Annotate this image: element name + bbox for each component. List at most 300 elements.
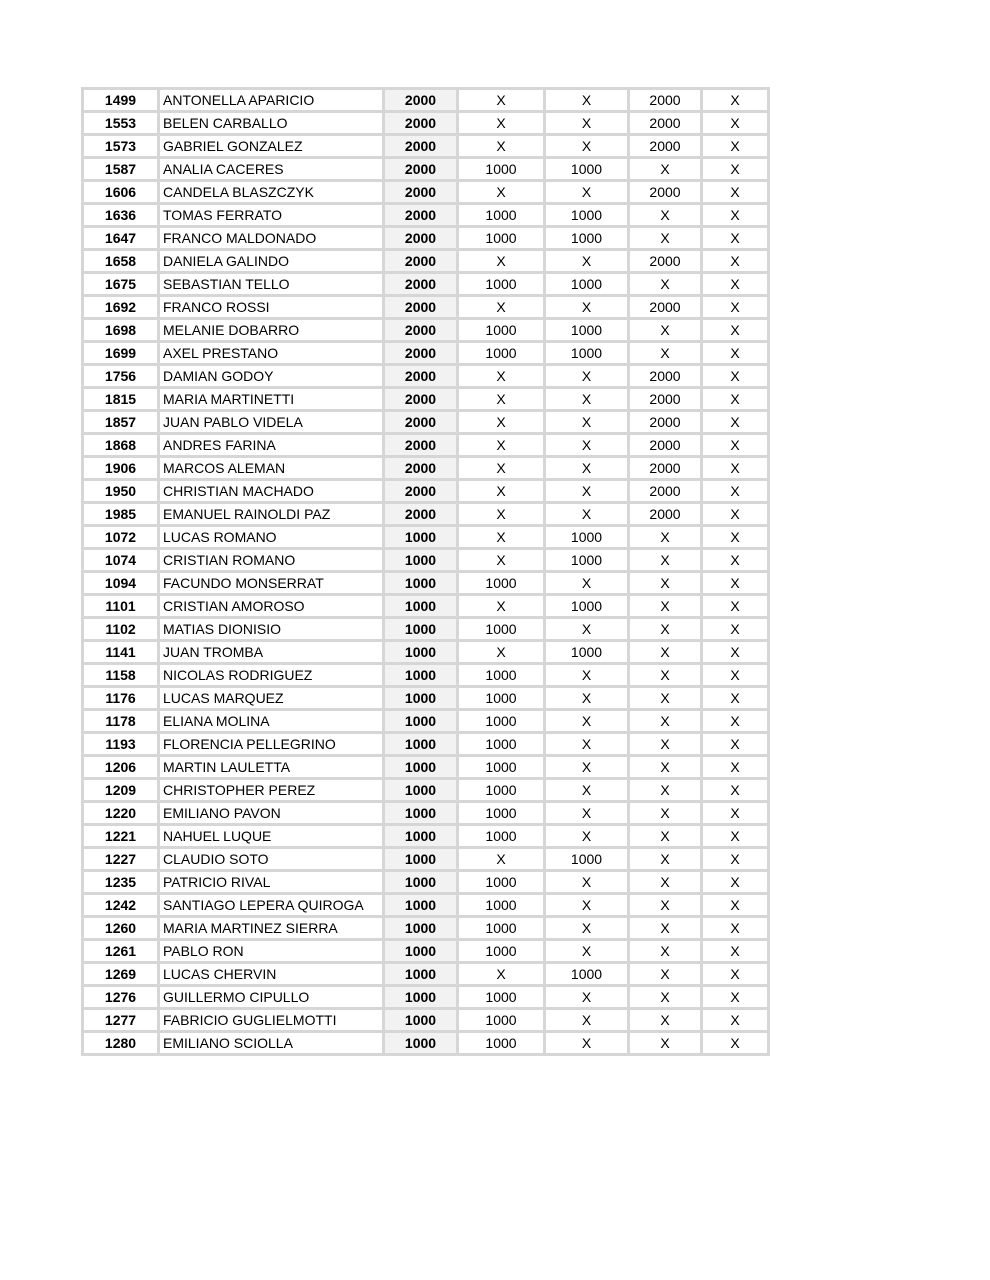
cell-id: 1269 [83, 963, 159, 986]
cell-id: 1815 [83, 388, 159, 411]
cell-total: 1000 [384, 940, 458, 963]
cell-id: 1074 [83, 549, 159, 572]
cell-total: 1000 [384, 526, 458, 549]
table-row [83, 986, 769, 1009]
table-row [83, 204, 769, 227]
table-body [83, 89, 769, 1055]
cell-col-a: 1000 [458, 917, 545, 940]
cell-name: MARIA MARTINETTI [159, 388, 384, 411]
cell-col-a: 1000 [458, 273, 545, 296]
cell-name: AXEL PRESTANO [159, 342, 384, 365]
cell-col-d: X [702, 595, 769, 618]
cell-col-a: 1000 [458, 227, 545, 250]
table-row [83, 227, 769, 250]
cell-col-d: X [702, 710, 769, 733]
cell-col-b: X [545, 940, 629, 963]
table-row [83, 342, 769, 365]
cell-col-a: X [458, 549, 545, 572]
cell-name: JUAN TROMBA [159, 641, 384, 664]
cell-total: 2000 [384, 503, 458, 526]
table-row [83, 894, 769, 917]
cell-total: 1000 [384, 963, 458, 986]
table-row [83, 871, 769, 894]
cell-id: 1220 [83, 802, 159, 825]
cell-total: 1000 [384, 618, 458, 641]
cell-total: 1000 [384, 710, 458, 733]
cell-id: 1072 [83, 526, 159, 549]
cell-total: 1000 [384, 595, 458, 618]
cell-name: SEBASTIAN TELLO [159, 273, 384, 296]
cell-col-d: X [702, 181, 769, 204]
table-row [83, 641, 769, 664]
cell-total: 1000 [384, 572, 458, 595]
cell-col-c: 2000 [629, 503, 702, 526]
cell-col-a: X [458, 848, 545, 871]
cell-id: 1553 [83, 112, 159, 135]
cell-col-b: 1000 [545, 273, 629, 296]
table-row [83, 733, 769, 756]
cell-col-b: X [545, 135, 629, 158]
cell-name: CHRISTIAN MACHADO [159, 480, 384, 503]
cell-col-a: 1000 [458, 204, 545, 227]
cell-col-c: X [629, 710, 702, 733]
cell-name: NAHUEL LUQUE [159, 825, 384, 848]
cell-col-b: X [545, 411, 629, 434]
cell-col-b: 1000 [545, 342, 629, 365]
cell-col-a: X [458, 411, 545, 434]
cell-col-d: X [702, 365, 769, 388]
cell-col-b: X [545, 388, 629, 411]
cell-name: PABLO RON [159, 940, 384, 963]
cell-id: 1698 [83, 319, 159, 342]
cell-col-c: 2000 [629, 434, 702, 457]
cell-col-c: 2000 [629, 457, 702, 480]
cell-col-c: X [629, 227, 702, 250]
cell-col-c: X [629, 940, 702, 963]
cell-id: 1227 [83, 848, 159, 871]
cell-col-d: X [702, 319, 769, 342]
cell-col-d: X [702, 526, 769, 549]
cell-total: 2000 [384, 342, 458, 365]
cell-total: 1000 [384, 733, 458, 756]
cell-col-d: X [702, 940, 769, 963]
cell-name: EMILIANO SCIOLLA [159, 1032, 384, 1055]
cell-col-d: X [702, 549, 769, 572]
cell-total: 2000 [384, 457, 458, 480]
cell-col-a: 1000 [458, 940, 545, 963]
cell-col-a: X [458, 250, 545, 273]
cell-col-b: 1000 [545, 227, 629, 250]
cell-col-b: X [545, 664, 629, 687]
table-row [83, 940, 769, 963]
table-row [83, 319, 769, 342]
cell-col-d: X [702, 894, 769, 917]
cell-total: 2000 [384, 112, 458, 135]
cell-total: 2000 [384, 434, 458, 457]
cell-total: 1000 [384, 687, 458, 710]
cell-col-d: X [702, 825, 769, 848]
cell-col-b: 1000 [545, 319, 629, 342]
cell-col-d: X [702, 848, 769, 871]
cell-col-a: X [458, 135, 545, 158]
cell-col-d: X [702, 135, 769, 158]
cell-total: 1000 [384, 641, 458, 664]
cell-name: JUAN PABLO VIDELA [159, 411, 384, 434]
cell-name: LUCAS CHERVIN [159, 963, 384, 986]
cell-name: LUCAS MARQUEZ [159, 687, 384, 710]
cell-col-d: X [702, 227, 769, 250]
cell-name: ANALIA CACERES [159, 158, 384, 181]
cell-total: 2000 [384, 250, 458, 273]
cell-name: SANTIAGO LEPERA QUIROGA [159, 894, 384, 917]
cell-col-b: 1000 [545, 158, 629, 181]
cell-total: 2000 [384, 319, 458, 342]
cell-col-d: X [702, 273, 769, 296]
cell-name: ELIANA MOLINA [159, 710, 384, 733]
table-row [83, 250, 769, 273]
cell-id: 1261 [83, 940, 159, 963]
cell-col-b: X [545, 181, 629, 204]
cell-id: 1193 [83, 733, 159, 756]
cell-name: MELANIE DOBARRO [159, 319, 384, 342]
cell-id: 1692 [83, 296, 159, 319]
cell-col-b: X [545, 296, 629, 319]
cell-total: 2000 [384, 273, 458, 296]
table-row [83, 112, 769, 135]
cell-id: 1573 [83, 135, 159, 158]
cell-col-d: X [702, 1032, 769, 1055]
cell-id: 1587 [83, 158, 159, 181]
cell-name: EMILIANO PAVON [159, 802, 384, 825]
cell-total: 2000 [384, 89, 458, 112]
cell-col-b: 1000 [545, 641, 629, 664]
cell-total: 2000 [384, 181, 458, 204]
cell-id: 1094 [83, 572, 159, 595]
cell-total: 1000 [384, 917, 458, 940]
table-row [83, 825, 769, 848]
cell-col-b: X [545, 825, 629, 848]
cell-id: 1675 [83, 273, 159, 296]
cell-col-d: X [702, 112, 769, 135]
table-row [83, 848, 769, 871]
cell-col-a: 1000 [458, 986, 545, 1009]
cell-total: 2000 [384, 158, 458, 181]
cell-col-c: X [629, 871, 702, 894]
table-row [83, 89, 769, 112]
table-row [83, 618, 769, 641]
cell-id: 1499 [83, 89, 159, 112]
cell-col-d: X [702, 250, 769, 273]
table-row [83, 595, 769, 618]
cell-col-c: X [629, 204, 702, 227]
cell-name: TOMAS FERRATO [159, 204, 384, 227]
table-row [83, 411, 769, 434]
cell-col-a: 1000 [458, 733, 545, 756]
table-row [83, 503, 769, 526]
cell-col-a: 1000 [458, 756, 545, 779]
cell-col-c: X [629, 618, 702, 641]
cell-col-c: 2000 [629, 480, 702, 503]
table-row [83, 572, 769, 595]
cell-col-b: X [545, 871, 629, 894]
cell-name: FACUNDO MONSERRAT [159, 572, 384, 595]
cell-name: GABRIEL GONZALEZ [159, 135, 384, 158]
cell-total: 1000 [384, 1032, 458, 1055]
cell-id: 1235 [83, 871, 159, 894]
cell-id: 1277 [83, 1009, 159, 1032]
cell-col-a: X [458, 388, 545, 411]
cell-col-c: 2000 [629, 135, 702, 158]
cell-col-b: X [545, 733, 629, 756]
cell-col-a: 1000 [458, 1009, 545, 1032]
cell-col-c: X [629, 733, 702, 756]
cell-name: ANDRES FARINA [159, 434, 384, 457]
table-row [83, 158, 769, 181]
cell-total: 2000 [384, 135, 458, 158]
cell-col-d: X [702, 756, 769, 779]
cell-col-c: X [629, 917, 702, 940]
cell-col-c: X [629, 641, 702, 664]
table-row [83, 664, 769, 687]
cell-id: 1950 [83, 480, 159, 503]
cell-col-a: 1000 [458, 871, 545, 894]
cell-col-c: 2000 [629, 112, 702, 135]
table-row [83, 457, 769, 480]
cell-col-d: X [702, 802, 769, 825]
cell-col-d: X [702, 388, 769, 411]
cell-col-d: X [702, 480, 769, 503]
cell-col-a: 1000 [458, 342, 545, 365]
cell-col-a: X [458, 434, 545, 457]
cell-name: FRANCO ROSSI [159, 296, 384, 319]
cell-total: 2000 [384, 388, 458, 411]
cell-col-a: X [458, 963, 545, 986]
cell-col-b: 1000 [545, 549, 629, 572]
cell-col-b: X [545, 1009, 629, 1032]
table-row [83, 181, 769, 204]
cell-col-a: 1000 [458, 319, 545, 342]
cell-col-c: X [629, 963, 702, 986]
table-row [83, 135, 769, 158]
cell-name: CRISTIAN AMOROSO [159, 595, 384, 618]
cell-name: CRISTIAN ROMANO [159, 549, 384, 572]
cell-total: 1000 [384, 825, 458, 848]
cell-col-a: 1000 [458, 802, 545, 825]
cell-col-c: X [629, 986, 702, 1009]
cell-id: 1209 [83, 779, 159, 802]
cell-col-c: X [629, 802, 702, 825]
cell-name: LUCAS ROMANO [159, 526, 384, 549]
cell-total: 1000 [384, 871, 458, 894]
cell-col-a: 1000 [458, 572, 545, 595]
cell-id: 1985 [83, 503, 159, 526]
cell-col-a: 1000 [458, 1032, 545, 1055]
cell-id: 1756 [83, 365, 159, 388]
data-table [81, 87, 770, 1056]
table-row [83, 802, 769, 825]
cell-col-a: X [458, 503, 545, 526]
cell-total: 2000 [384, 227, 458, 250]
cell-col-a: X [458, 641, 545, 664]
cell-total: 1000 [384, 802, 458, 825]
cell-col-b: X [545, 480, 629, 503]
cell-id: 1158 [83, 664, 159, 687]
cell-col-a: X [458, 457, 545, 480]
cell-col-a: 1000 [458, 710, 545, 733]
cell-col-b: X [545, 687, 629, 710]
cell-col-b: 1000 [545, 848, 629, 871]
cell-col-b: X [545, 572, 629, 595]
cell-col-a: 1000 [458, 664, 545, 687]
table-row [83, 917, 769, 940]
cell-col-a: 1000 [458, 779, 545, 802]
cell-name: DAMIAN GODOY [159, 365, 384, 388]
cell-id: 1699 [83, 342, 159, 365]
cell-col-d: X [702, 917, 769, 940]
cell-col-c: X [629, 595, 702, 618]
cell-col-c: X [629, 1032, 702, 1055]
cell-col-b: 1000 [545, 204, 629, 227]
cell-col-b: X [545, 779, 629, 802]
cell-col-d: X [702, 503, 769, 526]
cell-col-b: X [545, 894, 629, 917]
table-row [83, 756, 769, 779]
cell-col-d: X [702, 342, 769, 365]
cell-col-b: X [545, 618, 629, 641]
cell-col-c: X [629, 894, 702, 917]
cell-col-d: X [702, 986, 769, 1009]
cell-col-b: 1000 [545, 963, 629, 986]
table-row [83, 296, 769, 319]
cell-id: 1280 [83, 1032, 159, 1055]
cell-col-d: X [702, 158, 769, 181]
cell-id: 1857 [83, 411, 159, 434]
cell-col-d: X [702, 779, 769, 802]
cell-name: CLAUDIO SOTO [159, 848, 384, 871]
cell-id: 1101 [83, 595, 159, 618]
cell-col-b: X [545, 986, 629, 1009]
cell-name: PATRICIO RIVAL [159, 871, 384, 894]
table-row [83, 1009, 769, 1032]
cell-id: 1906 [83, 457, 159, 480]
cell-id: 1636 [83, 204, 159, 227]
cell-name: DANIELA GALINDO [159, 250, 384, 273]
table-row [83, 434, 769, 457]
cell-col-c: X [629, 848, 702, 871]
cell-col-d: X [702, 641, 769, 664]
cell-col-d: X [702, 457, 769, 480]
cell-col-b: X [545, 802, 629, 825]
cell-name: FRANCO MALDONADO [159, 227, 384, 250]
cell-col-b: 1000 [545, 595, 629, 618]
cell-id: 1221 [83, 825, 159, 848]
cell-col-c: 2000 [629, 89, 702, 112]
cell-col-c: 2000 [629, 365, 702, 388]
cell-col-c: 2000 [629, 296, 702, 319]
cell-id: 1647 [83, 227, 159, 250]
cell-col-b: X [545, 457, 629, 480]
table-row [83, 526, 769, 549]
cell-col-c: 2000 [629, 388, 702, 411]
cell-col-d: X [702, 411, 769, 434]
cell-id: 1206 [83, 756, 159, 779]
cell-col-a: X [458, 526, 545, 549]
cell-col-c: X [629, 549, 702, 572]
cell-col-b: X [545, 365, 629, 388]
cell-name: FABRICIO GUGLIELMOTTI [159, 1009, 384, 1032]
cell-col-a: X [458, 365, 545, 388]
cell-col-b: 1000 [545, 526, 629, 549]
cell-col-a: X [458, 112, 545, 135]
table-row [83, 1032, 769, 1055]
cell-name: CANDELA BLASZCZYK [159, 181, 384, 204]
cell-col-c: X [629, 342, 702, 365]
cell-col-a: 1000 [458, 158, 545, 181]
cell-col-c: 2000 [629, 250, 702, 273]
cell-col-b: X [545, 250, 629, 273]
cell-col-b: X [545, 503, 629, 526]
cell-col-d: X [702, 572, 769, 595]
cell-name: MARIA MARTINEZ SIERRA [159, 917, 384, 940]
cell-col-d: X [702, 733, 769, 756]
cell-col-c: X [629, 526, 702, 549]
cell-col-b: X [545, 89, 629, 112]
cell-id: 1868 [83, 434, 159, 457]
cell-total: 1000 [384, 756, 458, 779]
cell-col-c: X [629, 158, 702, 181]
cell-col-d: X [702, 871, 769, 894]
table-row [83, 710, 769, 733]
cell-col-c: X [629, 273, 702, 296]
cell-id: 1141 [83, 641, 159, 664]
cell-total: 1000 [384, 779, 458, 802]
cell-name: CHRISTOPHER PEREZ [159, 779, 384, 802]
cell-id: 1176 [83, 687, 159, 710]
cell-id: 1606 [83, 181, 159, 204]
cell-col-d: X [702, 687, 769, 710]
cell-name: EMANUEL RAINOLDI PAZ [159, 503, 384, 526]
cell-name: GUILLERMO CIPULLO [159, 986, 384, 1009]
cell-col-b: X [545, 434, 629, 457]
table-row [83, 273, 769, 296]
cell-name: MARCOS ALEMAN [159, 457, 384, 480]
cell-col-d: X [702, 664, 769, 687]
cell-col-c: X [629, 687, 702, 710]
table-row [83, 388, 769, 411]
cell-col-b: X [545, 710, 629, 733]
cell-col-a: X [458, 181, 545, 204]
cell-col-d: X [702, 618, 769, 641]
table-row [83, 365, 769, 388]
table-row [83, 779, 769, 802]
cell-id: 1178 [83, 710, 159, 733]
cell-col-a: X [458, 480, 545, 503]
table-row [83, 687, 769, 710]
cell-total: 2000 [384, 204, 458, 227]
cell-col-d: X [702, 963, 769, 986]
cell-total: 2000 [384, 411, 458, 434]
cell-col-a: 1000 [458, 687, 545, 710]
cell-col-d: X [702, 1009, 769, 1032]
cell-id: 1658 [83, 250, 159, 273]
cell-col-b: X [545, 1032, 629, 1055]
cell-col-a: 1000 [458, 618, 545, 641]
cell-id: 1102 [83, 618, 159, 641]
cell-col-c: X [629, 825, 702, 848]
cell-name: MATIAS DIONISIO [159, 618, 384, 641]
cell-col-c: 2000 [629, 411, 702, 434]
cell-name: BELEN CARBALLO [159, 112, 384, 135]
